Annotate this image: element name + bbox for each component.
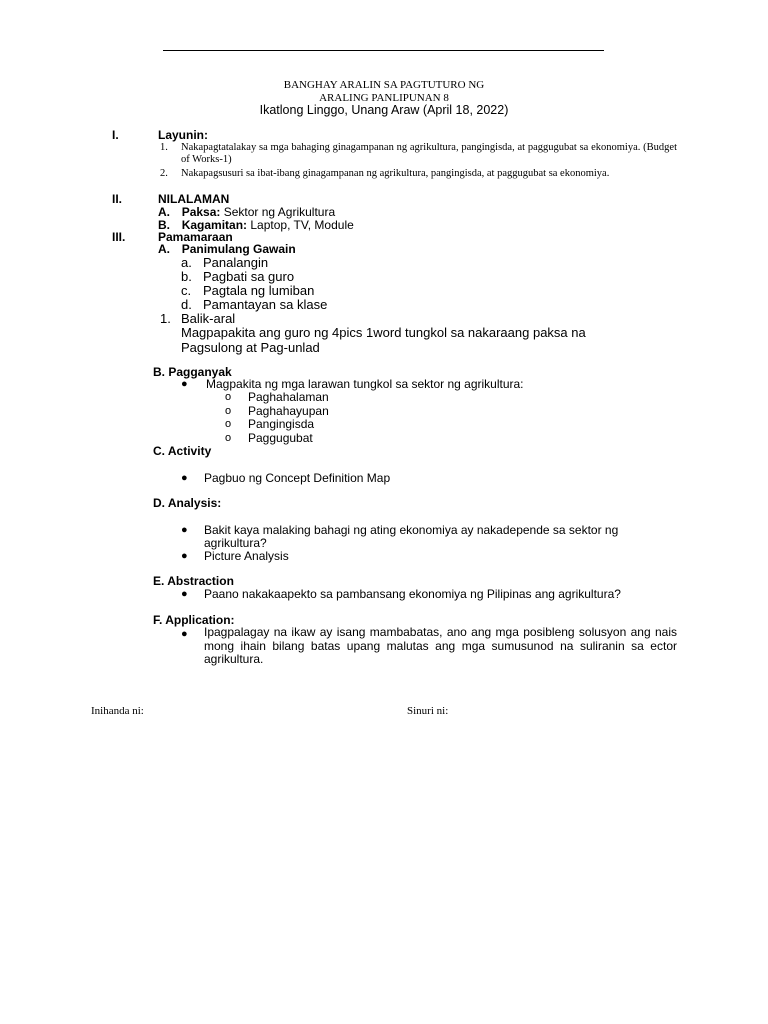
doc-title-line2: ARALING PANLIPUNAN 8 bbox=[319, 92, 449, 104]
section2-numeral: II. bbox=[112, 192, 123, 206]
section3-heading: Pamamaraan bbox=[158, 230, 233, 244]
pagganyak-item-2: Paghahayupan bbox=[248, 404, 329, 418]
analysis-bullet-1-line1: Bakit kaya malaking bahagi ng ating ekonomiya ay nakadepende sa sektor ng bbox=[204, 523, 619, 537]
kagamitan-label: Kagamitan: bbox=[181, 218, 248, 232]
doc-date-line: Ikatlong Linggo, Unang Araw (April 18, 2022) bbox=[259, 103, 509, 117]
application-heading: F. Application: bbox=[153, 613, 235, 627]
activity-heading: C. Activity bbox=[153, 444, 212, 458]
bullet-icon: ● bbox=[181, 524, 188, 536]
section2-heading: NILALAMAN bbox=[158, 192, 230, 206]
balik-aral-text-2: Pagsulong at Pag-unlad bbox=[181, 340, 320, 355]
objective-1-text: Nakapagtatalakay sa mga bahaging ginagampanan ng agrikultura, pangingisda, at paggugubat sa ekonomiya. (Budget of Works-1) bbox=[181, 142, 677, 165]
doc-title-line1: BANGHAY ARALIN SA PAGTUTURO NG bbox=[283, 79, 485, 91]
bullet-icon: ● bbox=[181, 378, 188, 390]
panimulang-gawain-heading bbox=[158, 242, 296, 256]
bullet-icon: ● bbox=[181, 550, 188, 562]
analysis-bullet-1-line2: agrikultura? bbox=[204, 536, 267, 550]
kagamitan-value: Laptop, TV, Module bbox=[250, 218, 354, 232]
pagganyak-item-4: Paggugubat bbox=[248, 431, 313, 445]
section3-numeral: III. bbox=[112, 230, 126, 244]
pagganyak-item-1: Paghahalaman bbox=[248, 390, 329, 404]
activity-bullet: Pagbuo ng Concept Definition Map bbox=[204, 471, 391, 485]
paksa-letter: A. bbox=[158, 205, 170, 219]
sinuri-label: Sinuri ni: bbox=[407, 705, 449, 717]
bullet-icon: ● bbox=[181, 628, 188, 640]
pagganyak-bullet: Magpakita ng mga larawan tungkol sa sektor ng agrikultura: bbox=[206, 377, 524, 391]
paksa-line bbox=[158, 205, 335, 219]
gawain-text-a: Panalangin bbox=[203, 255, 269, 270]
paksa-label: Paksa: bbox=[181, 205, 221, 219]
application-bullet: Ipagpalagay na ikaw ay isang mambabatas, ano ang mga posibleng solusyon ang nais mong ihain bilang batas upang malutas ang mga sumusunod na suliranin sa ector agrikultura. bbox=[204, 625, 677, 666]
gawain-letter-b: b. bbox=[181, 269, 192, 284]
circle-bullet-icon: o bbox=[225, 405, 232, 417]
bullet-icon: ● bbox=[181, 588, 188, 600]
circle-bullet-icon: o bbox=[225, 391, 232, 403]
analysis-bullet-2: Picture Analysis bbox=[204, 549, 289, 563]
objective-2-text: Nakapagsusuri sa ibat-ibang ginagampanan ng agrikultura, pangingisda, at paggugubat sa ekonomiya. bbox=[181, 168, 610, 179]
analysis-heading: D. Analysis: bbox=[153, 496, 222, 510]
gawain-text-b: Pagbati sa guro bbox=[203, 269, 295, 284]
panimulang-letter: A. bbox=[158, 242, 170, 256]
gawain-text-d: Pamantayan sa klase bbox=[203, 297, 328, 312]
kagamitan-letter: B. bbox=[158, 218, 170, 232]
abstraction-bullet: Paano nakakaapekto sa pambansang ekonomiya ng Pilipinas ang agrikultura? bbox=[204, 587, 621, 601]
gawain-text-c: Pagtala ng lumiban bbox=[203, 283, 315, 298]
section1-numeral: I. bbox=[112, 128, 119, 142]
balik-aral-text-1: Magpapakita ang guro ng 4pics 1word tungkol sa nakaraang paksa na bbox=[181, 325, 586, 340]
gawain-letter-a: a. bbox=[181, 255, 192, 270]
section1-heading: Layunin: bbox=[158, 128, 208, 142]
objective-2-number: 2. bbox=[160, 168, 168, 179]
circle-bullet-icon: o bbox=[225, 432, 232, 444]
inihanda-label: Inihanda ni: bbox=[91, 705, 144, 717]
gawain-letter-d: d. bbox=[181, 297, 192, 312]
objective-1-number: 1. bbox=[160, 142, 168, 153]
pagganyak-item-3: Pangingisda bbox=[248, 417, 315, 431]
bullet-icon: ● bbox=[181, 472, 188, 484]
balik-aral-number: 1. bbox=[160, 311, 171, 326]
circle-bullet-icon: o bbox=[225, 418, 232, 430]
gawain-letter-c: c. bbox=[181, 283, 192, 298]
pagganyak-heading: B. Pagganyak bbox=[153, 365, 232, 379]
panimulang-label: Panimulang Gawain bbox=[181, 242, 296, 256]
balik-aral-label: Balik-aral bbox=[181, 311, 236, 326]
abstraction-heading: E. Abstraction bbox=[153, 574, 234, 588]
paksa-value: Sektor ng Agrikultura bbox=[223, 205, 336, 219]
header-rule bbox=[163, 50, 604, 51]
